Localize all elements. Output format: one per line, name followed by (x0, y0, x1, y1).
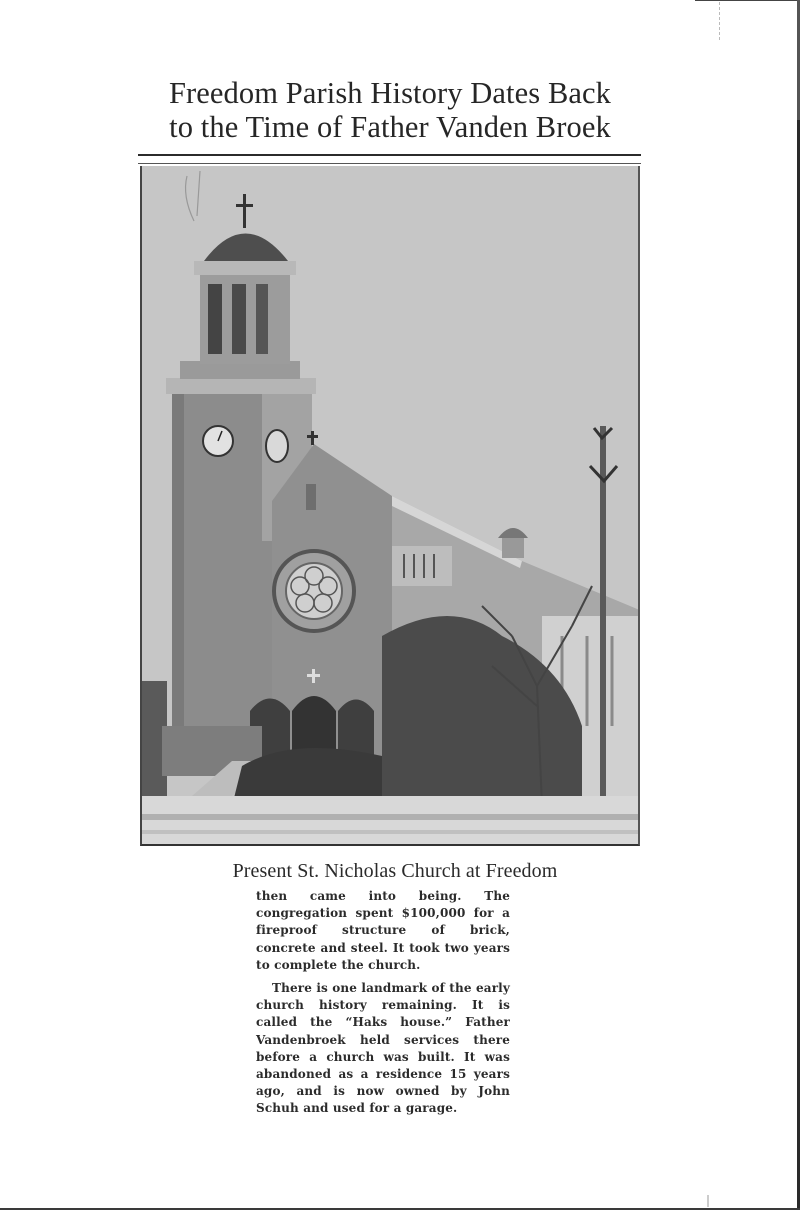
scan-artifact-mark (707, 1195, 709, 1207)
scan-artifact-line (719, 2, 721, 40)
paragraph-2: There is one landmark of the early church history remaining. It is called the “Haks house.” Father Vandenbroek held services there before a church was built. It was abandoned as a residence 15 years ago, and is now owned by John Schuh and used for a garage. (256, 981, 510, 1116)
headline-rule-bottom (138, 163, 641, 164)
photo-caption: Present St. Nicholas Church at Freedom (232, 860, 558, 882)
church-illustration (142, 166, 640, 846)
headline-line-2: to the Time of Father Vanden Broek (169, 110, 611, 144)
scan-edge-top (695, 0, 800, 1)
church-photograph (140, 166, 640, 846)
article-body (256, 888, 510, 1124)
headline-line-1: Freedom Parish History Dates Back (168, 76, 612, 110)
paragraph-1: then came into being. The congregation spent $100,000 for a fireproof structure of brick, concrete and steel. It took two years to complete the church. (256, 889, 510, 972)
article-headline (140, 76, 640, 144)
headline-rule-top (138, 154, 641, 156)
